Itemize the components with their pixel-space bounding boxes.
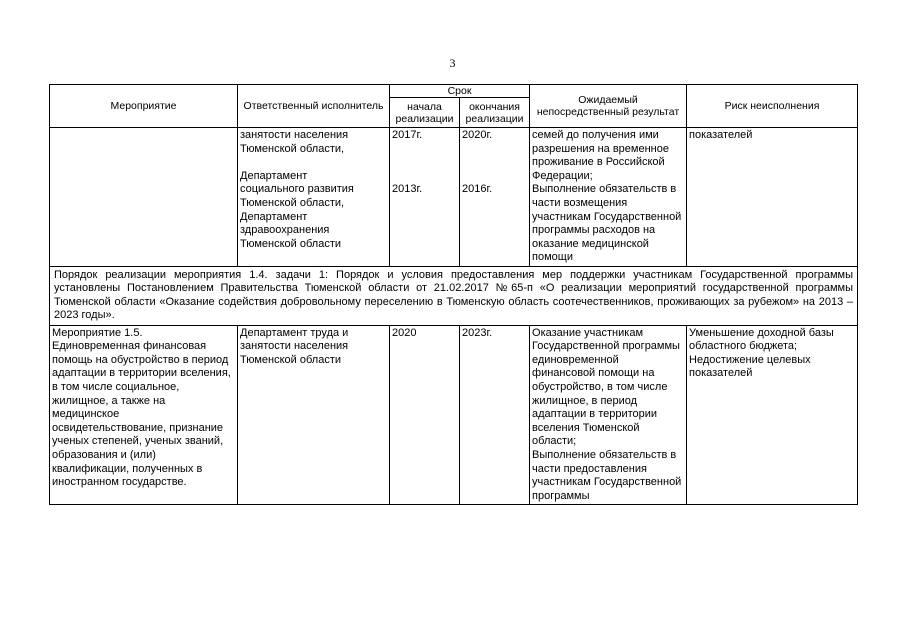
table-row [50, 128, 858, 267]
header-activity: Мероприятие [50, 85, 238, 128]
header-term: Срок [390, 85, 530, 98]
cell-risk: Уменьшение доходной базы областного бюджета; Недостижение целевых показателей [687, 325, 858, 505]
cell-activity: Мероприятие 1.5. Единовременная финансовая помощь на обустройство в период адаптации в территории вселения, в том числе социальное, жилищное, а также на медицинское освидетельствование, признание ученых степеней, ученых званий, образования и (или) квалификации, полученных в иностранном государстве. [50, 325, 238, 505]
cell-end: 2023г. [460, 325, 530, 505]
page-number: 3 [449, 56, 456, 70]
activities-table [49, 84, 858, 505]
note-row [50, 266, 858, 325]
header-row [50, 85, 858, 98]
cell-activity [50, 128, 238, 267]
header-term-start: начала реализации [390, 98, 460, 128]
header-result: Ожидаемый непосредственный результат [530, 85, 687, 128]
cell-risk: показателей [687, 128, 858, 267]
cell-end: 2020г. 2016г. [460, 128, 530, 267]
cell-start: 2020 [390, 325, 460, 505]
implementation-note: Порядок реализации мероприятия 1.4. задачи 1: Порядок и условия предоставления мер поддержки участникам Государственной программы установлены Постановлением Правительства Тюменской области от 21.02.2017 №65-п «О реализации мероприятий государственной программы Тюменской области «Оказание содействия добровольному переселению в Тюменскую область соотечественников, проживающих за рубежом» на 2013 – 2023 годы». [50, 266, 858, 325]
cell-executor: Департамент труда и занятости населения Тюменской области [238, 325, 390, 505]
header-term-end: окончания реализации [460, 98, 530, 128]
header-risk: Риск неисполнения [687, 85, 858, 128]
cell-result: семей до получения ими разрешения на временное проживание в Российской Федерации; Выполнение обязательств в части возмещения участникам Государственной программы расходов на оказание медицинской помощи [530, 128, 687, 267]
header-executor: Ответственный исполнитель [238, 85, 390, 128]
cell-result: Оказание участникам Государственной программы единовременной финансовой помощи на обустройство, в том числе жилищное, в период адаптации в территории вселения Тюменской области; Выполнение обязательств в части предоставления участникам Государственной программы [530, 325, 687, 505]
cell-start: 2017г. 2013г. [390, 128, 460, 267]
table-row [50, 325, 858, 505]
cell-executor: занятости населения Тюменской области, Департамент социального развития Тюменской области, Департамент здравоохранения Тюменской области [238, 128, 390, 267]
